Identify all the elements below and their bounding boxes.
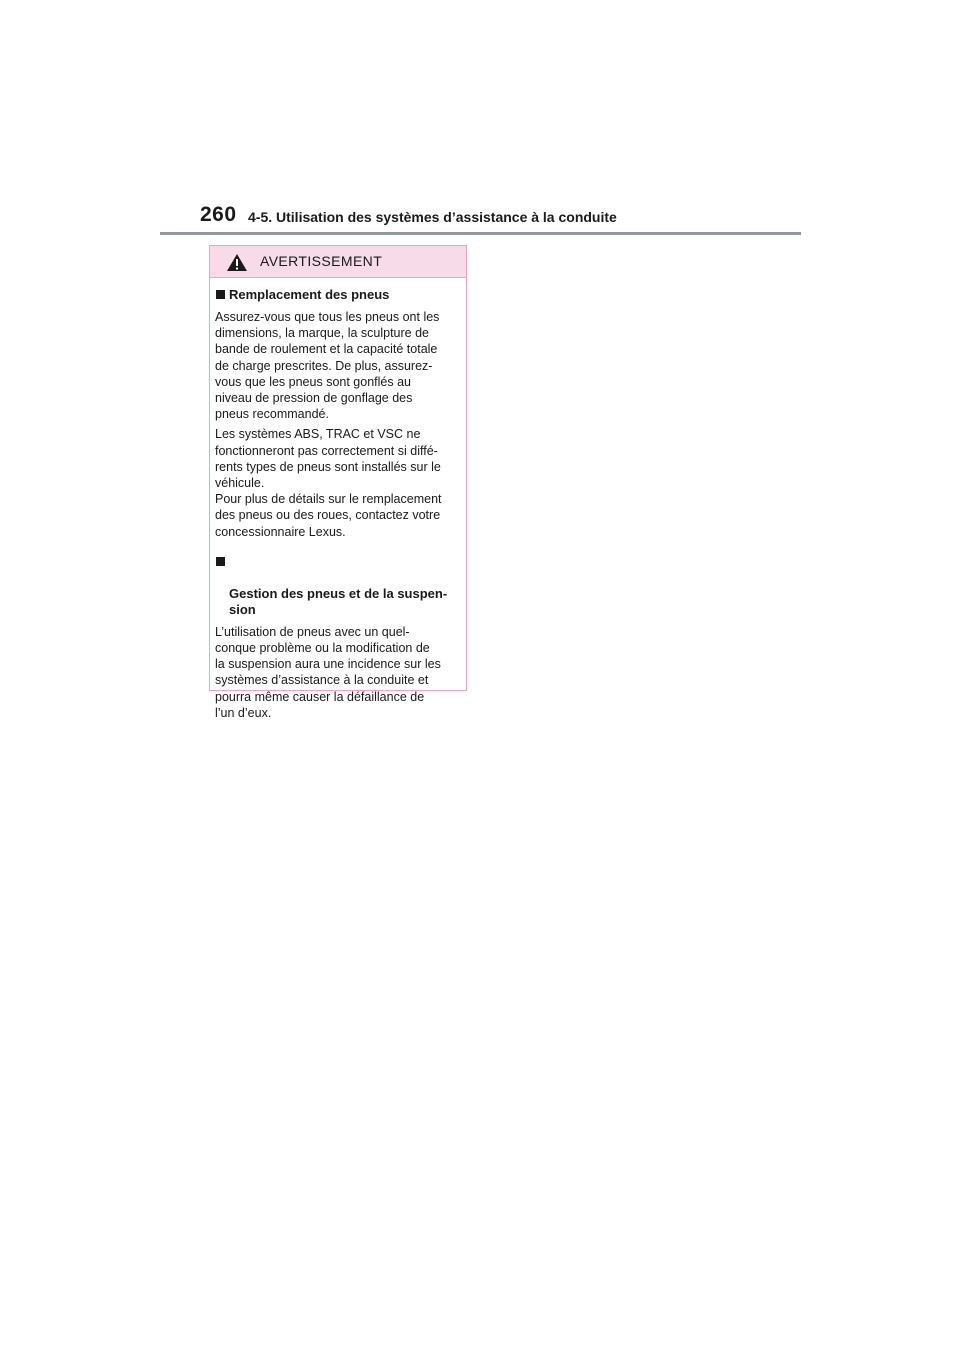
section-heading-tire-suspension [215,554,461,618]
warning-body [210,278,466,721]
square-bullet-icon [216,290,225,299]
square-bullet-icon [216,557,225,566]
header-divider [160,232,801,235]
chapter-title: 4-5. Utilisation des systèmes d’assistance à la conduite [248,209,617,225]
section-heading-text: Gestion des pneus et de la suspen- sion [229,585,448,617]
paragraph: Pour plus de détails sur le remplacement des pneus ou des roues, contactez votre concessionnaire Lexus. [215,492,442,539]
section-heading-text: Remplacement des pneus [229,287,390,302]
warning-header [210,246,466,278]
paragraph: Les systèmes ABS, TRAC et VSC ne fonctionneront pas correctement si diffé- rents types de pneus sont installés sur le véhicule. [215,427,441,491]
warning-box [209,245,467,720]
paragraph: L’utilisation de pneus avec un quel- conque problème ou la modification de la suspension aura une incidence sur les systèmes d’assistance à la conduite et pourra même causer la défaillance de l’un d’eux. [215,624,441,720]
paragraph: Assurez-vous que tous les pneus ont les dimensions, la marque, la sculpture de bande de roulement et la capacité totale de charge prescrites. De plus, assurez- vous que les pneus sont gonflés au niveau de pression de gonflage des pneus recommandé. [215,310,440,422]
section-heading-tire-replacement [215,287,461,303]
warning-title: AVERTISSEMENT [260,253,383,269]
page-header [200,203,800,233]
warning-triangle-icon [226,253,248,272]
page-number: 260 [200,203,237,226]
